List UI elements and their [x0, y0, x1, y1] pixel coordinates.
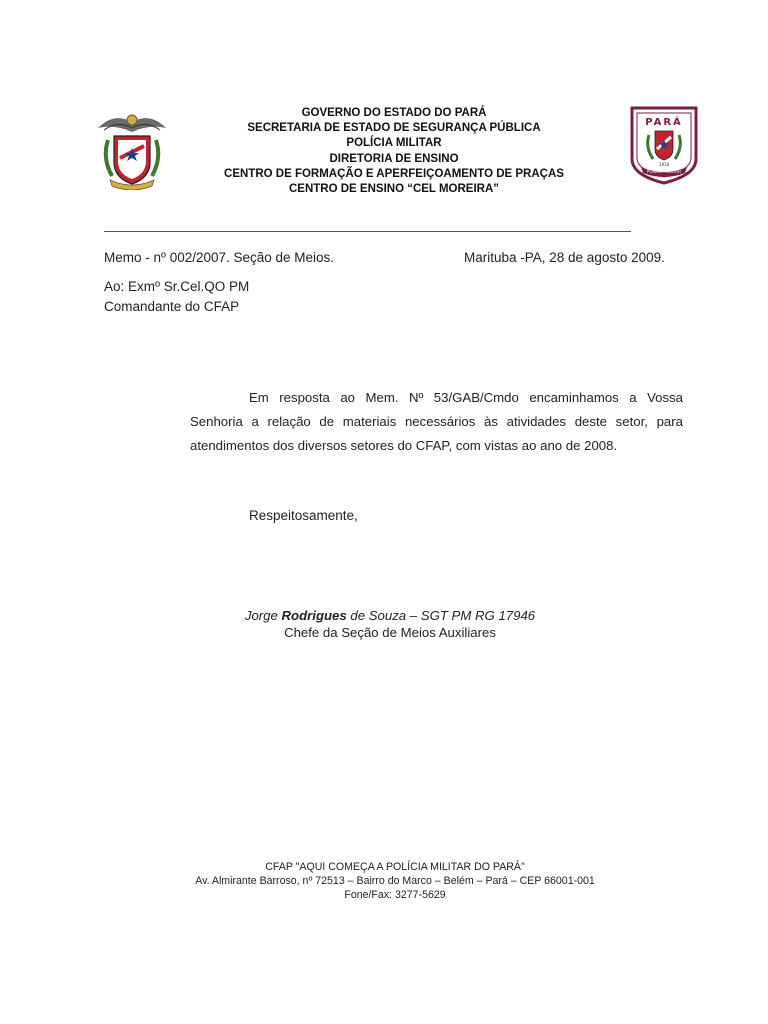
badge-banner-text: POLÍCIA MILITAR [646, 169, 682, 174]
closing: Respeitosamente, [249, 508, 358, 523]
footer [140, 860, 650, 902]
header-line-secretariat: SECRETARIA DE ESTADO DE SEGURANÇA PÚBLICA [247, 122, 541, 135]
header-line-training-center: CENTRO DE FORMAÇÃO E APERFEIÇOAMENTO DE PRAÇAS [224, 167, 564, 180]
footer-phone: Fone/Fax: 3277-5629 [344, 889, 446, 901]
footer-motto: CFAP "AQUI COMEÇA A POLÍCIA MILITAR DO PARÁ" [265, 861, 525, 873]
header-line-teaching-center: CENTRO DE ENSINO “CEL MOREIRA” [289, 183, 499, 196]
badge-state-text: PARÁ [645, 117, 683, 128]
signature-name [180, 607, 600, 624]
letterhead [180, 106, 608, 197]
header-line-directorate: DIRETORIA DE ENSINO [329, 152, 459, 165]
footer-address: Av. Almirante Barroso, nº 72513 – Bairro do Marco – Belém – Pará – CEP 66001-001 [195, 875, 595, 887]
signature-first-name: Jorge [244, 608, 282, 623]
memo-place-date: Marituba -PA, 28 de agosto 2009. [464, 250, 665, 265]
memo-reference: Memo - nº 002/2007. Seção de Meios. [104, 250, 335, 265]
header-separator [104, 231, 631, 232]
header-line-government: GOVERNO DO ESTADO DO PARÁ [301, 107, 487, 119]
addressee-line-2: Comandante do CFAP [104, 299, 240, 314]
signature-rest: de Souza – SGT PM RG 17946 [346, 608, 536, 623]
state-coat-of-arms-icon [96, 106, 168, 190]
addressee-line-1: Ao: Exmº Sr.Cel.QO PM [104, 279, 250, 294]
memo-body [190, 386, 683, 458]
badge-year-text: 1818 [658, 162, 670, 167]
header-line-police: POLÍCIA MILITAR [346, 137, 442, 150]
military-police-badge-icon [629, 105, 699, 185]
body-paragraph: Em resposta ao Mem. Nº 53/GAB/Cmdo encaminhamos a Vossa Senhoria a relação de materiais necessários às atividades deste setor, para atendimentos dos diversos setores do CFAP, com vistas ao ano de 2008. [190, 390, 683, 453]
signature-role: Chefe da Seção de Meios Auxiliares [284, 625, 496, 640]
signature-middle-name: Rodrigues [281, 608, 347, 623]
